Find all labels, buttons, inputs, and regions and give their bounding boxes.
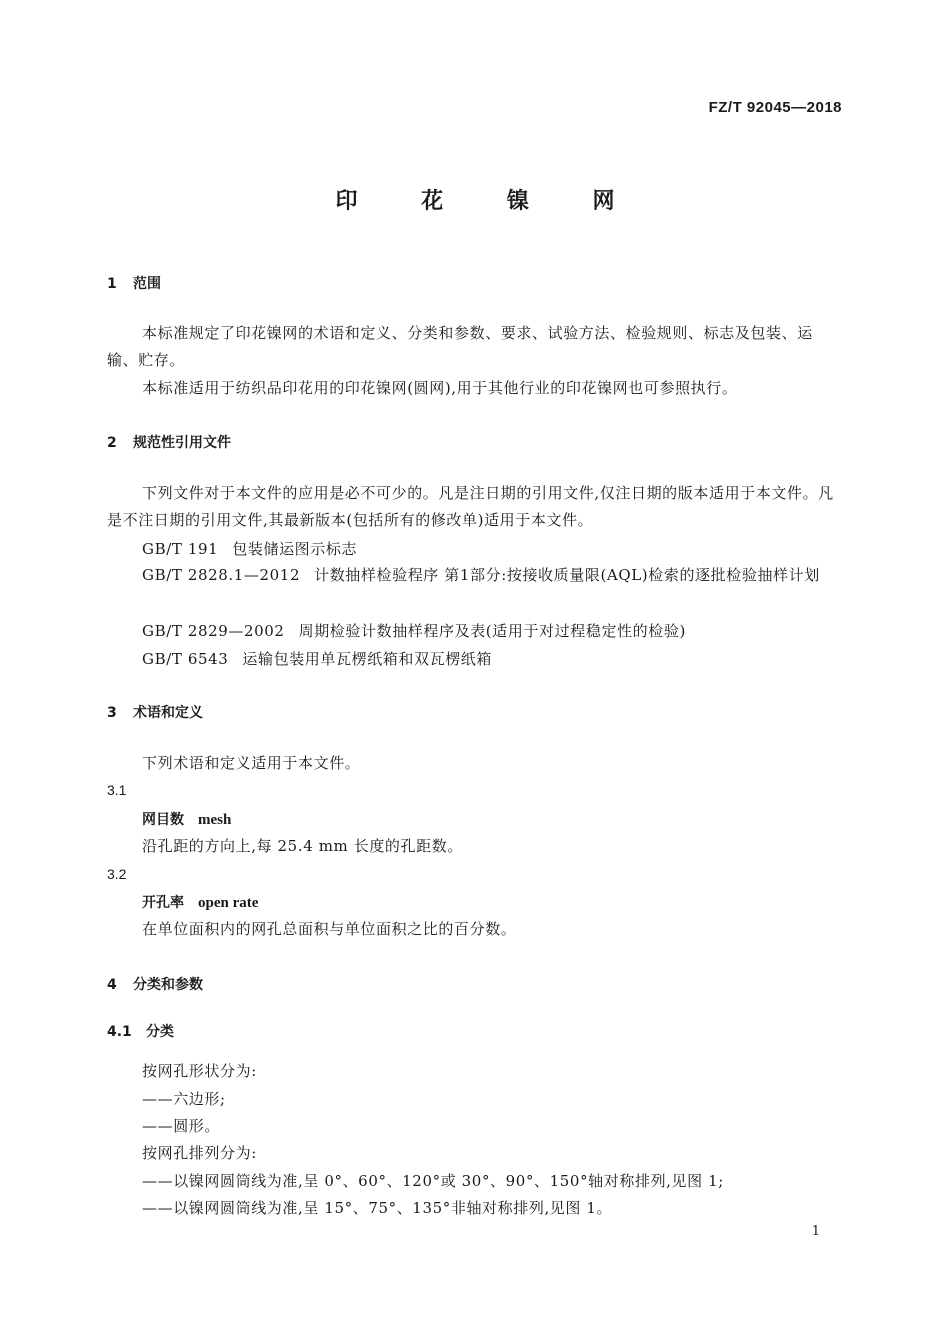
reference-title: 包装储运图示标志 bbox=[232, 540, 358, 558]
term-definition: 在单位面积内的网孔总面积与单位面积之比的百分数。 bbox=[142, 920, 517, 938]
term-definition: 沿孔距的方向上,每 25.4 mm 长度的孔距数。 bbox=[142, 837, 463, 855]
section-1-paragraph-2: 本标准适用于纺织品印花用的印花镍网(圆网),用于其他行业的印花镍网也可参照执行。 bbox=[142, 379, 738, 397]
section-3-heading bbox=[107, 702, 203, 722]
term-en: open rate bbox=[198, 895, 259, 911]
classification-line: 按网孔形状分为: bbox=[142, 1062, 257, 1080]
section-1-paragraph-1: 本标准规定了印花镍网的术语和定义、分类和参数、要求、试验方法、检验规则、标志及包装、运输、贮存。 bbox=[107, 324, 813, 369]
section-number: 4 bbox=[107, 977, 117, 993]
term-zh: 开孔率 bbox=[142, 895, 184, 911]
reference-title: 计数抽样检验程序 第1部分:按接收质量限(AQL)检索的逐批检验抽样计划 bbox=[314, 566, 820, 584]
term-heading bbox=[142, 892, 258, 912]
subsection-4-1-heading bbox=[107, 1021, 174, 1041]
section-3-intro: 下列术语和定义适用于本文件。 bbox=[142, 754, 361, 772]
reference-code: GB/T 191 bbox=[142, 540, 219, 558]
section-4-heading bbox=[107, 974, 203, 994]
term-number: 3.2 bbox=[107, 866, 127, 882]
standard-code: FZ/T 92045—2018 bbox=[708, 99, 842, 116]
term-en: mesh bbox=[198, 812, 232, 828]
section-1-heading bbox=[107, 273, 161, 293]
classification-line: ——六边形; bbox=[142, 1090, 226, 1108]
page-number: 1 bbox=[811, 1224, 820, 1239]
document-title: 印 花 镍 网 bbox=[335, 189, 643, 214]
reference-code: GB/T 6543 bbox=[142, 650, 229, 668]
reference-code: GB/T 2828.1—2012 bbox=[142, 566, 301, 584]
reference-code: GB/T 2829—2002 bbox=[142, 622, 285, 640]
reference-title: 周期检验计数抽样程序及表(适用于对过程稳定性的检验) bbox=[298, 622, 686, 640]
section-number: 1 bbox=[107, 276, 117, 292]
reference-item bbox=[142, 538, 357, 559]
section-title: 术语和定义 bbox=[133, 705, 203, 721]
reference-item bbox=[142, 620, 686, 641]
term-number: 3.1 bbox=[107, 782, 127, 798]
reference-item bbox=[142, 648, 492, 669]
subsection-title: 分类 bbox=[146, 1024, 174, 1040]
reference-title: 运输包装用单瓦楞纸箱和双瓦楞纸箱 bbox=[242, 650, 493, 668]
reference-item bbox=[107, 562, 843, 589]
classification-line: 按网孔排列分为: bbox=[142, 1144, 257, 1162]
classification-line: ——以镍网圆筒线为准,呈 0°、60°、120°或 30°、90°、150°轴对称排列,见图 1; bbox=[142, 1172, 724, 1190]
section-2-heading bbox=[107, 432, 231, 452]
term-heading bbox=[142, 809, 231, 829]
section-number: 2 bbox=[107, 435, 117, 451]
classification-line: ——圆形。 bbox=[142, 1117, 221, 1135]
section-title: 分类和参数 bbox=[133, 977, 203, 993]
classification-line: ——以镍网圆筒线为准,呈 15°、75°、135°非轴对称排列,见图 1。 bbox=[142, 1199, 613, 1217]
term-zh: 网目数 bbox=[142, 812, 184, 828]
section-number: 3 bbox=[107, 705, 117, 721]
subsection-number: 4.1 bbox=[107, 1024, 132, 1040]
section-title: 规范性引用文件 bbox=[133, 435, 231, 451]
section-2-paragraph-1: 下列文件对于本文件的应用是必不可少的。凡是注日期的引用文件,仅注日期的版本适用于本文件。凡是不注日期的引用文件,其最新版本(包括所有的修改单)适用于本文件。 bbox=[107, 484, 834, 529]
section-title: 范围 bbox=[133, 276, 161, 292]
